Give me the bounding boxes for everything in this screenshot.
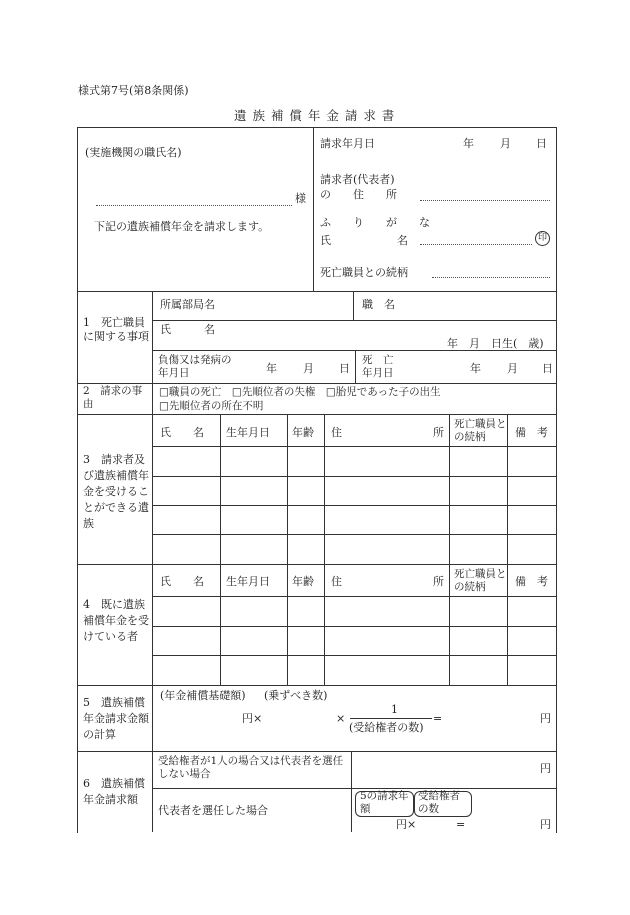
- section3-label: 3 請求者及び遺族補償年金を受けることができる遺族: [83, 453, 149, 530]
- relation-field[interactable]: [432, 277, 550, 278]
- s4-col-remarks: 備 考: [515, 575, 548, 588]
- result-yen-unit: 円: [540, 712, 551, 725]
- s3-col-age: 年齢: [292, 426, 314, 439]
- fraction-numerator: 1: [391, 703, 398, 716]
- seal-icon: 印: [535, 231, 550, 246]
- relation-label: 死亡職員との続柄: [320, 266, 408, 279]
- section2-label: 2 請求の事由: [83, 385, 143, 410]
- reason-options-row1[interactable]: □職員の死亡 □先順位者の失権 □胎児であった子の出生: [159, 386, 441, 398]
- box-recipient-count-text: 受給権者の数: [418, 790, 460, 815]
- post-label: 職 名: [362, 298, 395, 311]
- reason-options-row2[interactable]: □先順位者の所在不明: [159, 400, 264, 412]
- fraction-denominator: (受給権者の数): [349, 721, 424, 734]
- s4-col-age: 年齢: [292, 575, 314, 588]
- form-title: 遺 族 補 償 年 金 請 求 書: [234, 108, 396, 123]
- s3-col-birth: 生年月日: [226, 426, 270, 439]
- s3-col-remarks: 備 考: [515, 426, 548, 439]
- agency-label: (実施機関の職氏名): [85, 146, 182, 159]
- form-number: 様式第7号(第8条関係): [78, 84, 189, 97]
- claimant-label: 請求者(代表者): [320, 173, 395, 186]
- date-label: 請求年月日: [320, 137, 375, 150]
- case-single-label: 受給権者が1人の場合又は代表者を選任しない場合: [158, 755, 344, 780]
- birth-date-text: 年 月 日生( 歳): [447, 337, 544, 350]
- case-rep-yen: 円: [540, 818, 551, 831]
- death-date-label: 死 亡: [362, 354, 394, 366]
- fraction-bar: [350, 718, 432, 719]
- base-yen-times: 円×: [242, 712, 263, 725]
- s4-col-relation: 死亡職員との続柄: [454, 568, 507, 593]
- injury-year-unit: 年: [266, 362, 277, 375]
- request-text: 下記の遺族補償年金を請求します。: [94, 220, 270, 233]
- death-year-unit: 年: [470, 362, 481, 375]
- case-single-yen: 円: [540, 762, 551, 775]
- case-representative-label: 代表者を選任した場合: [158, 804, 268, 817]
- section1-label: 1 死亡職員に関する事項: [83, 316, 149, 343]
- death-date-label-2: 年月日: [362, 367, 394, 379]
- claimant-name-field[interactable]: [420, 244, 532, 245]
- sama-label: 様: [295, 192, 306, 205]
- s3-col-relation: 死亡職員との続柄: [454, 418, 507, 443]
- s3-col-name: 氏 名: [160, 426, 204, 439]
- deceased-name-label: 氏 名: [160, 323, 215, 336]
- date-day-unit: 日: [536, 137, 547, 150]
- injury-month-unit: 月: [303, 362, 314, 375]
- multiplier-label: (乗ずべき数): [264, 689, 328, 702]
- date-year-unit: 年: [463, 137, 474, 150]
- date-month-unit: 月: [500, 137, 511, 150]
- s4-col-address-left: 住: [331, 575, 342, 588]
- address-field[interactable]: [420, 200, 550, 201]
- section4-label: 4 既に遺族補償年金を受けている者: [83, 598, 149, 643]
- s4-col-address-right: 所: [433, 575, 444, 588]
- equals-sign: =: [433, 712, 443, 725]
- box-annual-amount-text: 5の請求年額: [360, 790, 409, 815]
- s3-col-address-right: 所: [433, 426, 444, 439]
- s4-col-name: 氏 名: [160, 575, 204, 588]
- section5-label: 5 遺族補償年金請求金額の計算: [83, 696, 149, 741]
- dept-label: 所属部局名: [160, 298, 215, 311]
- agency-name-field[interactable]: [96, 205, 292, 206]
- s3-col-address-left: 住: [331, 426, 342, 439]
- death-day-unit: 日: [542, 362, 553, 375]
- section6-label: 6 遺族補償年金請求額: [83, 777, 145, 806]
- furigana-label: ふ り が な: [320, 216, 430, 229]
- base-amount-label: (年金補償基礎額): [160, 689, 246, 702]
- case-rep-yen-times: 円×: [396, 818, 417, 831]
- injury-date-label: 負傷又は発病の年月日: [158, 354, 232, 379]
- address-label: の 住 所: [320, 188, 397, 201]
- death-month-unit: 月: [507, 362, 518, 375]
- case-rep-equals: =: [456, 818, 466, 831]
- claimant-name-label: 氏 名: [320, 234, 408, 247]
- times-sign: ×: [336, 712, 346, 725]
- s4-col-birth: 生年月日: [226, 575, 270, 588]
- injury-day-unit: 日: [339, 362, 350, 375]
